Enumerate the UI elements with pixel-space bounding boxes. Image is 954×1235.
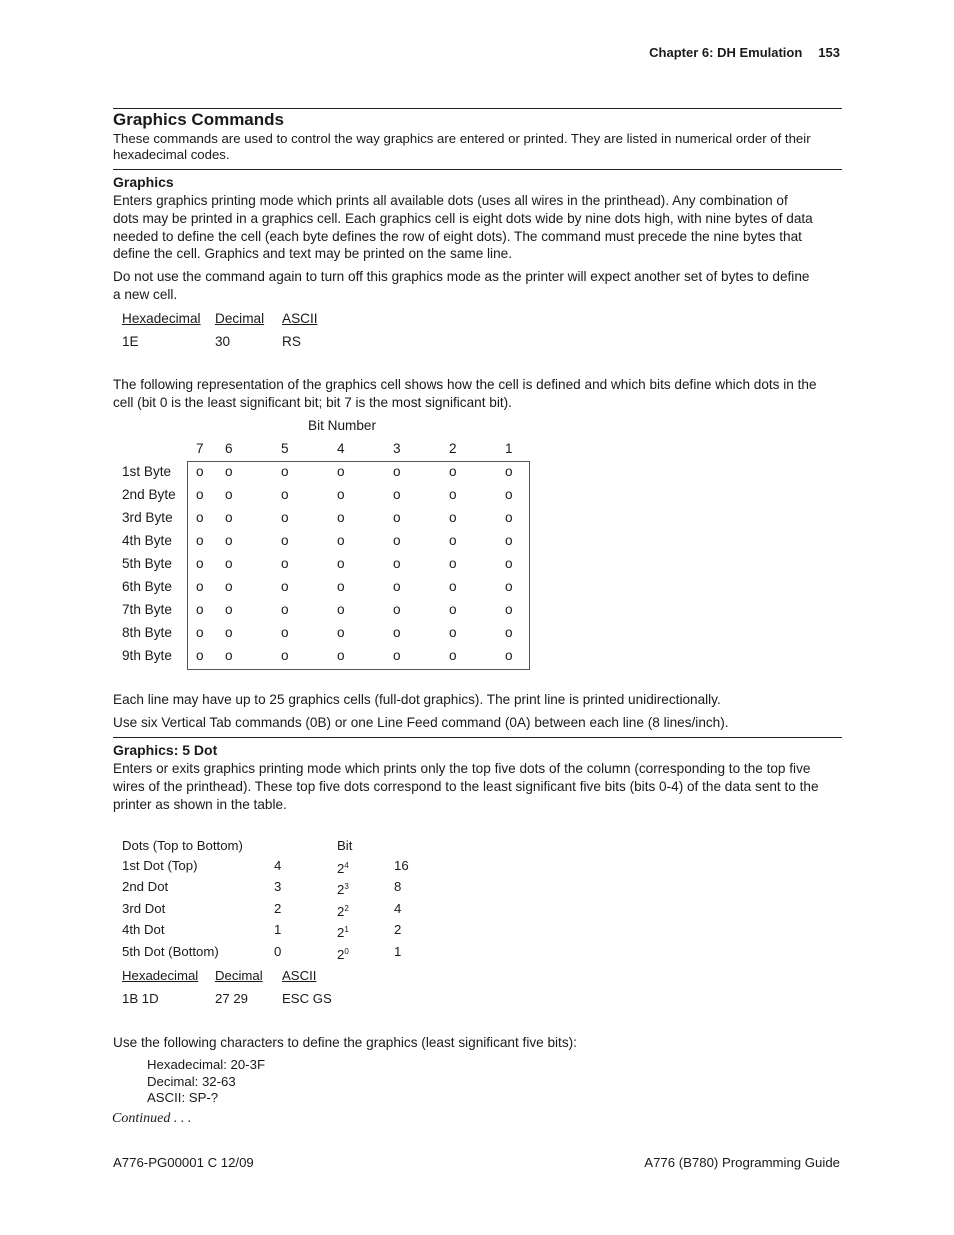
- code5-header-ascii: ASCII: [282, 968, 317, 983]
- graphics5-heading: Graphics: 5 Dot: [113, 742, 218, 758]
- range-decimal: Decimal: 32-63: [147, 1074, 236, 1089]
- graphics-paragraph-2: [113, 268, 843, 304]
- graphics-paragraph-1: [113, 192, 843, 263]
- dot-cell: o: [281, 625, 289, 640]
- dot-bit: 1: [274, 922, 282, 937]
- dot-cell: o: [393, 556, 401, 571]
- power-base: 2: [337, 947, 345, 962]
- code-header-ascii: ASCII: [282, 311, 318, 326]
- dot-cell: o: [196, 648, 204, 663]
- text-line: cell (bit 0 is the least significant bit; bit 7 is the most significant bit).: [113, 394, 512, 410]
- dot-cell: o: [225, 625, 233, 640]
- bit-header-3: 3: [393, 441, 401, 456]
- dot-cell: o: [337, 464, 345, 479]
- dot-cell: o: [225, 602, 233, 617]
- dot-power: [337, 922, 349, 941]
- dot-cell: o: [449, 556, 457, 571]
- dot-bit: 3: [274, 879, 282, 894]
- dot-cell: o: [281, 533, 289, 548]
- dot-cell: o: [337, 579, 345, 594]
- dot-cell: o: [225, 579, 233, 594]
- dot-cell: o: [505, 579, 513, 594]
- dot-cell: o: [225, 648, 233, 663]
- dot-label: 1st Dot (Top): [122, 858, 198, 873]
- dot-cell: o: [196, 579, 204, 594]
- chapter-title: Chapter 6: DH Emulation: [649, 45, 803, 60]
- byte-row-label: 8th Byte: [122, 625, 172, 640]
- footer-guide-title: A776 (B780) Programming Guide: [644, 1155, 840, 1170]
- text-line: define the cell. Graphics and text may be printed on the same line.: [113, 246, 512, 262]
- byte-row-label: 6th Byte: [122, 579, 172, 594]
- dot-bit: 2: [274, 901, 282, 916]
- dot-cell: o: [281, 648, 289, 663]
- section-title: Graphics Commands: [113, 110, 284, 129]
- dot-cell: o: [449, 602, 457, 617]
- dot-value: 8: [394, 879, 402, 894]
- dot-label: 3rd Dot: [122, 901, 166, 916]
- power-base: 2: [337, 882, 345, 897]
- dot-cell: o: [196, 464, 204, 479]
- code-value-decimal: 30: [215, 334, 231, 349]
- code-value-ascii: RS: [282, 334, 301, 349]
- bit-number-label: Bit Number: [308, 418, 376, 433]
- code-header-hex: Hexadecimal: [122, 311, 201, 326]
- text-line: needed to define the cell (each byte defines the row of eight dots). The command must precede the nine bytes that: [113, 228, 802, 244]
- graphics-paragraph-5: Use six Vertical Tab commands (0B) or one Line Feed command (0A) between each line (8 lines/inch).: [113, 715, 729, 730]
- dot-cell: o: [281, 602, 289, 617]
- code-value-hex: 1E: [122, 334, 139, 349]
- dot-cell: o: [449, 533, 457, 548]
- dot-cell: o: [337, 648, 345, 663]
- dot-cell: o: [337, 510, 345, 525]
- code5-header-decimal: Decimal: [215, 968, 263, 983]
- dot-power: [337, 879, 349, 898]
- text-line: Enters or exits graphics printing mode which prints only the top five dots of the column (corresponding to the top five: [113, 761, 811, 776]
- dot-cell: o: [505, 556, 513, 571]
- dot-cell: o: [281, 464, 289, 479]
- dot-cell: o: [225, 510, 233, 525]
- text-line: a new cell.: [113, 286, 178, 302]
- text-line: The following representation of the graphics cell shows how the cell is defined and which bits define which dots in the: [113, 377, 817, 392]
- bit-header-4: 4: [337, 441, 345, 456]
- power-exponent: 4: [344, 861, 349, 870]
- dot-cell: o: [393, 533, 401, 548]
- dot-cell: o: [449, 579, 457, 594]
- dot-power: [337, 858, 349, 877]
- power-exponent: 3: [344, 882, 349, 891]
- range-ascii: ASCII: SP-?: [147, 1090, 219, 1105]
- dot-cell: o: [281, 487, 289, 502]
- dot-cell: o: [393, 510, 401, 525]
- dot-cell: o: [337, 487, 345, 502]
- dot-value: 4: [394, 901, 402, 916]
- dot-cell: o: [225, 556, 233, 571]
- dot-bit: 4: [274, 858, 282, 873]
- byte-row-label: 2nd Byte: [122, 487, 176, 502]
- graphics-heading: Graphics: [113, 174, 174, 190]
- footer-doc-id: A776-PG00001 C 12/09: [113, 1155, 254, 1170]
- dot-value: 1: [394, 944, 402, 959]
- dot-cell: o: [393, 464, 401, 479]
- dot-power: [337, 944, 349, 963]
- graphics-paragraph-3: [113, 376, 843, 412]
- dot-cell: o: [225, 464, 233, 479]
- dot-cell: o: [196, 533, 204, 548]
- power-base: 2: [337, 904, 345, 919]
- section-intro: These commands are used to control the way graphics are entered or printed. They are listed in numerical order of their hexadecimal codes.: [113, 131, 811, 162]
- dot-cell: o: [337, 602, 345, 617]
- graphics5-paragraph-1: [113, 760, 843, 813]
- text-line: dots may be printed in a graphics cell. Each graphics cell is eight dots wide by nine dots high, with nine bytes of data: [113, 210, 813, 226]
- text-line: Enters graphics printing mode which prints all available dots (uses all wires in the printhead). Any combination of: [113, 193, 788, 208]
- dot-cell: o: [449, 487, 457, 502]
- byte-row-label: 1st Byte: [122, 464, 172, 479]
- dot-label: 5th Dot (Bottom): [122, 944, 219, 959]
- page-number: 153: [818, 45, 840, 60]
- dot-cell: o: [505, 464, 513, 479]
- text-line: printer as shown in the table.: [113, 796, 287, 812]
- range-hex: Hexadecimal: 20-3F: [147, 1057, 266, 1072]
- dot-cell: o: [196, 487, 204, 502]
- dot-cell: o: [281, 510, 289, 525]
- dot-bit: 0: [274, 944, 282, 959]
- bit-header-7: 7: [196, 441, 204, 456]
- code-header-decimal: Decimal: [215, 311, 265, 326]
- dot-cell: o: [505, 625, 513, 640]
- dot-cell: o: [505, 602, 513, 617]
- dot-value: 16: [394, 858, 409, 873]
- dot-cell: o: [505, 487, 513, 502]
- code5-value-ascii: ESC GS: [282, 991, 332, 1006]
- code5-header-hex: Hexadecimal: [122, 968, 199, 983]
- dot-cell: o: [225, 533, 233, 548]
- dot-cell: o: [196, 602, 204, 617]
- dot-cell: o: [196, 556, 204, 571]
- power-exponent: 1: [344, 925, 349, 934]
- byte-row-label: 9th Byte: [122, 648, 172, 663]
- graphics-cell-grid: [187, 461, 530, 670]
- running-header: [649, 45, 840, 60]
- bit-header-6: 6: [225, 441, 233, 456]
- power-exponent: 0: [344, 947, 349, 956]
- graphics-paragraph-4: Each line may have up to 25 graphics cells (full-dot graphics). The print line is printed unidirectionally.: [113, 692, 721, 707]
- section-divider: [113, 169, 842, 170]
- dot-cell: o: [393, 602, 401, 617]
- bit-header-2: 2: [449, 441, 457, 456]
- section-top-rule: [113, 108, 842, 109]
- text-line: Do not use the command again to turn off this graphics mode as the printer will expect another set of bytes to define: [113, 269, 810, 284]
- dot-cell: o: [393, 625, 401, 640]
- code5-value-hex: 1B 1D: [122, 991, 159, 1006]
- dot-cell: o: [505, 510, 513, 525]
- code5-value-decimal: 27 29: [215, 991, 249, 1006]
- dot-cell: o: [281, 579, 289, 594]
- dot-value: 2: [394, 922, 402, 937]
- byte-row-label: 3rd Byte: [122, 510, 173, 525]
- dots-header: Dots (Top to Bottom): [122, 838, 243, 853]
- power-exponent: 2: [344, 904, 349, 913]
- bit-header-5: 5: [281, 441, 289, 456]
- dot-cell: o: [505, 533, 513, 548]
- byte-row-label: 7th Byte: [122, 602, 172, 617]
- text-line: wires of the printhead). These top five dots correspond to the least significant five bits (bits 0-4) of the data sent to the: [113, 778, 819, 794]
- dot-cell: o: [449, 648, 457, 663]
- dot-cell: o: [281, 556, 289, 571]
- dot-cell: o: [393, 487, 401, 502]
- dot-cell: o: [449, 625, 457, 640]
- dot-cell: o: [393, 579, 401, 594]
- dot-label: 4th Dot: [122, 922, 165, 937]
- dot-cell: o: [337, 533, 345, 548]
- bit-header: Bit: [337, 838, 353, 853]
- dot-label: 2nd Dot: [122, 879, 169, 894]
- dot-cell: o: [337, 556, 345, 571]
- dot-cell: o: [449, 464, 457, 479]
- dot-cell: o: [337, 625, 345, 640]
- power-base: 2: [337, 925, 345, 940]
- dot-cell: o: [196, 625, 204, 640]
- power-base: 2: [337, 861, 345, 876]
- byte-row-label: 4th Byte: [122, 533, 172, 548]
- dot-cell: o: [393, 648, 401, 663]
- continued-note: Continued . . .: [112, 1111, 192, 1126]
- dot-cell: o: [449, 510, 457, 525]
- bit-header-1: 1: [505, 441, 513, 456]
- graphics5-paragraph-2: Use the following characters to define the graphics (least significant five bits):: [113, 1035, 577, 1050]
- dot-power: [337, 901, 349, 920]
- dot-cell: o: [225, 487, 233, 502]
- subsection-divider: [113, 737, 842, 738]
- dot-cell: o: [196, 510, 204, 525]
- dot-cell: o: [505, 648, 513, 663]
- byte-row-label: 5th Byte: [122, 556, 172, 571]
